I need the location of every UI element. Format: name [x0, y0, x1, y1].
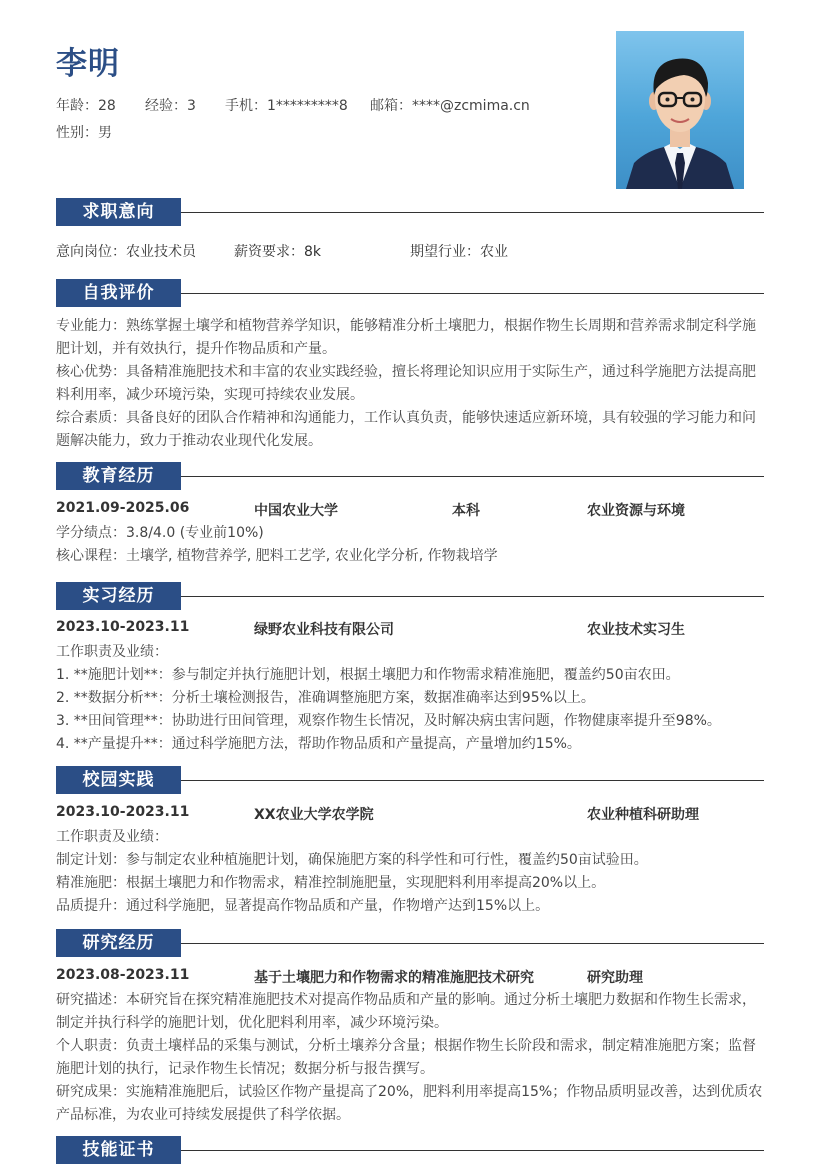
internship-details	[56, 641, 764, 756]
salary-expectation: 薪资要求：8k	[234, 244, 322, 260]
internship-row	[56, 619, 764, 641]
list-item: 品质提升：通过科学施肥，显著提高作物品质和产量，作物增产达到15%以上。	[56, 898, 550, 914]
section-title: 技能证书	[56, 1136, 181, 1164]
research-description: 研究描述：本研究旨在探究精准施肥技术对提高作物品质和产量的影响。通过分析土壤肥力数据和作物生长需求，制定并执行科学的施肥计划，优化肥料利用率，减少环境污染。	[56, 992, 756, 1031]
internship-period: 2023.10-2023.11	[56, 619, 190, 635]
desired-position: 意向岗位：农业技术员	[56, 244, 196, 260]
education-row	[56, 500, 764, 522]
major: 农业资源与环境	[587, 503, 685, 519]
core-courses: 核心课程：土壤学, 植物营养学, 肥料工艺学, 农业化学分析, 作物栽培学	[56, 548, 498, 564]
age: 年龄：28	[56, 98, 116, 114]
list-item: 工作职责及业绩：	[56, 644, 168, 660]
campus-role: 农业种植科研助理	[587, 807, 699, 823]
self-eval-advantage: 核心优势：具备精准施肥技术和丰富的农业实践经验，擅长将理论知识应用于实际生产，通过科学施肥方法提高肥料利用率，减少环境污染，实现可持续农业发展。	[56, 364, 756, 403]
section-divider	[181, 1150, 764, 1151]
school-name: 中国农业大学	[254, 503, 338, 519]
research-row	[56, 967, 764, 989]
desired-industry: 期望行业：农业	[410, 244, 508, 260]
degree: 本科	[452, 503, 480, 519]
list-item: 3. **田间管理**：协助进行田间管理，观察作物生长情况，及时解决病虫害问题，作物健康率提升至98%。	[56, 713, 721, 729]
campus-row	[56, 804, 764, 826]
research-details	[56, 989, 764, 1127]
email: 邮箱：****@zcmima.cn	[370, 98, 530, 114]
list-item: 精准施肥：根据土壤肥力和作物需求，精准控制施肥量，实现肥料利用率提高20%以上。	[56, 875, 606, 891]
section-divider	[181, 596, 764, 597]
section-divider	[181, 780, 764, 781]
experience: 经验：3	[145, 98, 196, 114]
section-divider	[181, 476, 764, 477]
campus-period: 2023.10-2023.11	[56, 804, 190, 820]
education-details	[56, 522, 764, 568]
section-divider	[181, 212, 764, 213]
section-header-campus	[56, 766, 764, 794]
profile-photo	[616, 31, 744, 189]
list-item: 工作职责及业绩：	[56, 829, 168, 845]
research-period: 2023.08-2023.11	[56, 967, 190, 983]
section-divider	[181, 943, 764, 944]
section-header-intention	[56, 198, 764, 226]
section-title: 自我评价	[56, 279, 181, 307]
portrait-illustration	[616, 31, 744, 189]
candidate-name: 李明	[56, 46, 120, 82]
gender: 性别：男	[56, 125, 112, 141]
self-eval-professional: 专业能力：熟练掌握土壤学和植物营养学知识，能够精准分析土壤肥力，根据作物生长周期和营养需求制定科学施肥计划，并有效执行，提升作物品质和产量。	[56, 318, 756, 357]
company-name: 绿野农业科技有限公司	[254, 622, 394, 638]
list-item: 制定计划：参与制定农业种植施肥计划，确保施肥方案的科学性和可行性，覆盖约50亩试验田。	[56, 852, 648, 868]
research-project: 基于土壤肥力和作物需求的精准施肥技术研究	[254, 970, 534, 986]
section-header-research	[56, 929, 764, 957]
list-item: 1. **施肥计划**：参与制定并执行施肥计划，根据土壤肥力和作物需求精准施肥，覆盖约50亩农田。	[56, 667, 680, 683]
section-header-education	[56, 462, 764, 490]
section-header-internship	[56, 582, 764, 610]
research-role: 研究助理	[587, 970, 643, 986]
list-item: 2. **数据分析**：分析土壤检测报告，准确调整施肥方案，数据准确率达到95%以上。	[56, 690, 595, 706]
education-period: 2021.09-2025.06	[56, 500, 190, 516]
section-header-self-eval	[56, 279, 764, 307]
research-duties: 个人职责：负责土壤样品的采集与测试，分析土壤养分含量；根据作物生长阶段和需求，制定精准施肥方案；监督施肥计划的执行，记录作物生长情况；数据分析与报告撰写。	[56, 1038, 756, 1077]
gpa: 学分绩点：3.8/4.0 (专业前10%)	[56, 525, 264, 541]
phone: 手机：1*********8	[225, 98, 348, 114]
section-title: 研究经历	[56, 929, 181, 957]
section-title: 求职意向	[56, 198, 181, 226]
list-item: 4. **产量提升**：通过科学施肥方法，帮助作物品质和产量提高，产量增加约15%。	[56, 736, 581, 752]
self-eval-quality: 综合素质：具备良好的团队合作精神和沟通能力，工作认真负责，能够快速适应新环境，具有较强的学习能力和问题解决能力，致力于推动农业现代化发展。	[56, 410, 756, 449]
internship-role: 农业技术实习生	[587, 622, 685, 638]
self-evaluation	[56, 315, 764, 453]
section-divider	[181, 293, 764, 294]
intention-row	[56, 241, 764, 263]
section-title: 校园实践	[56, 766, 181, 794]
section-title: 实习经历	[56, 582, 181, 610]
research-results: 研究成果：实施精准施肥后，试验区作物产量提高了20%，肥料利用率提高15%；作物品质明显改善，达到优质农产品标准，为农业可持续发展提供了科学依据。	[56, 1084, 763, 1123]
campus-details	[56, 826, 764, 918]
campus-org: XX农业大学农学院	[254, 807, 374, 823]
section-title: 教育经历	[56, 462, 181, 490]
